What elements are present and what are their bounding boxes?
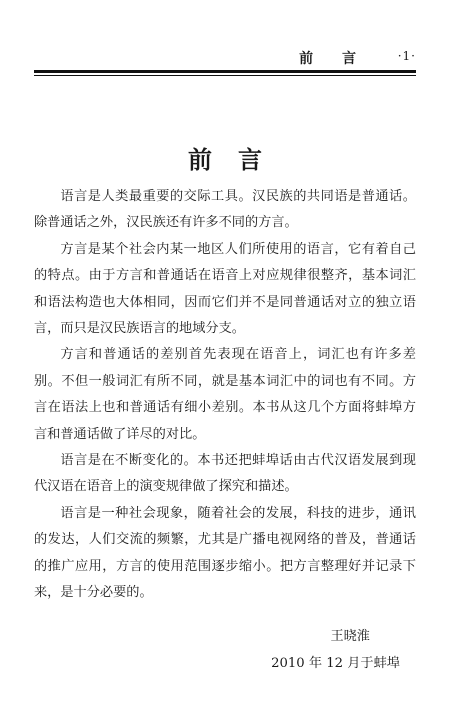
page-title: 前言 (188, 145, 288, 174)
signature-author: 王晓淮 (330, 629, 370, 644)
paragraph: 语言是人类最重要的交际工具。汉民族的共同语是普通话。除普通话之外，汉民族还有许多不同的方言。 (34, 189, 416, 231)
header-rule-thin (34, 75, 416, 76)
running-header-title: 前 言 (299, 51, 368, 67)
signature-date: 2010 年 12 月于蚌埠 (271, 656, 400, 671)
page-number: ·1· (397, 49, 416, 63)
running-header (34, 44, 416, 70)
paragraph: 方言是某个社会内某一地区人们所使用的语言，它有着自己的特点。由于方言和普通话在语音上对应规律很整齐，基本词汇和语法构造也大体相同，因而它们并不是同普通话对立的独立语言，而只是汉民族语言的地域分支。 (34, 241, 416, 337)
paragraph: 语言是在不断变化的。本书还把蚌埠话由古代汉语发展到现代汉语在语音上的演变规律做了探究和描述。 (34, 453, 416, 495)
header-rule-thick (34, 70, 416, 73)
paragraph: 语言是一种社会现象，随着社会的发展，科技的进步，通讯的发达，人们交流的频繁，尤其是广播电视网络的普及，普通话的推广应用，方言的使用范围逐步缩小。把方言整理好并记录下来，是十分必要的。 (34, 505, 416, 601)
body-text (34, 184, 416, 607)
paragraph: 方言和普通话的差别首先表现在语音上，词汇也有许多差别。不但一般词汇有所不同，就是基本词汇中的词也有不同。方言在语法上也和普通话有细小差别。本书从这几个方面将蚌埠方言和普通话做了详尽的对比。 (34, 347, 416, 442)
